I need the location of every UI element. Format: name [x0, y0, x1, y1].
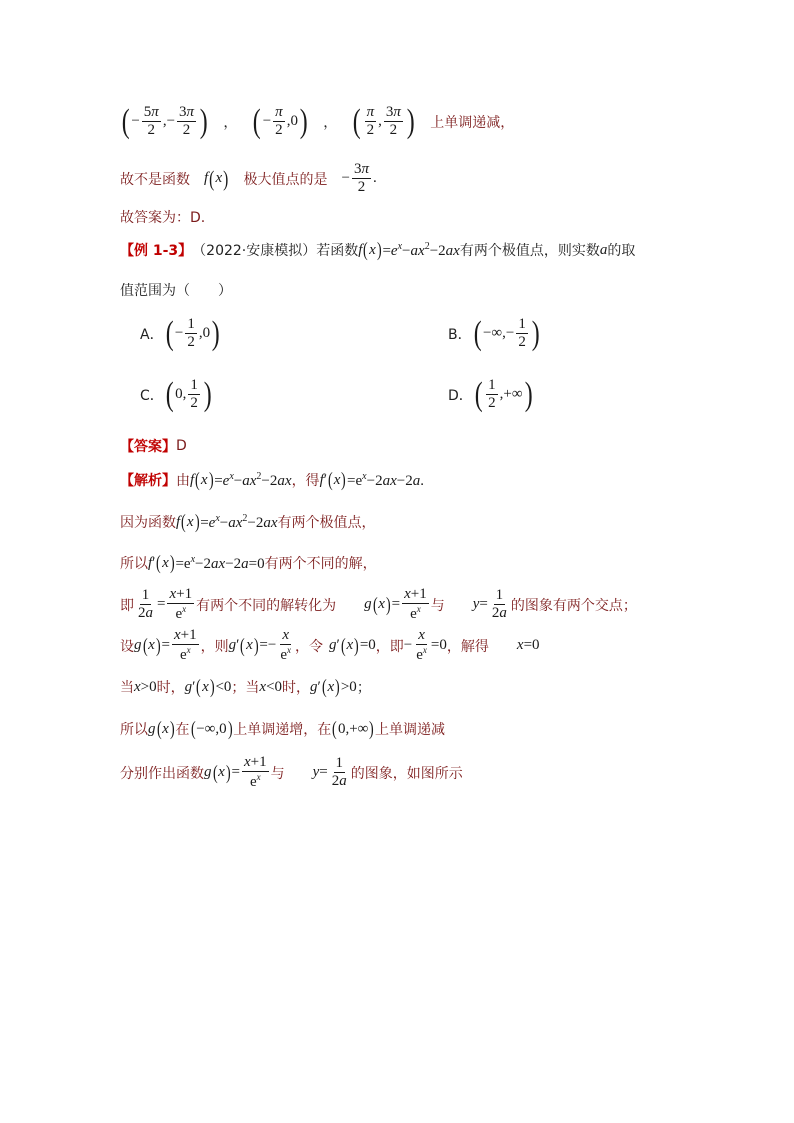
analysis-line-7: 所以 g ( x ) 在 ( −∞,0 ) 上单调递增，在 ( 0,+∞ ) 上单调递减 — [120, 718, 446, 740]
analysis-line-8: 分别作出函数 g ( x ) = $\frac{x+1}{e^x}$ 与 y = $\frac{1}{2a}$ 的图象，如图所示 — [120, 754, 463, 790]
analysis-line-4: 即 $\frac{1}{2a}$ = $\frac{x+1}{e^x}$ 有两个不同的解转化为 g ( x ) = $\frac{x+1}{e^x}$ 与 y = $\frac{1}{2a}$ 的图象有两个交点； — [120, 586, 637, 622]
intervals-line: ( − $\frac{5\pi}{2}$ ,− $\frac{3\pi}{2}$ ) ， ( − $\frac{\pi}{2}$ ,0 ) ， ( $\frac{\pi}{2}$ , $\frac{3\pi}{2}$ ) 上单调递减， — [121, 102, 515, 140]
example-question-cont: 值范围为（ ） — [120, 283, 232, 299]
conclusion-line: 故不是函数 f ( x ) 极大值点的是 − $\frac{3\pi}{2}$ . — [120, 161, 377, 195]
answer-line — [120, 436, 187, 456]
option-b[interactable]: B． ( −∞,− $\frac{1}{2}$ ) — [448, 314, 540, 352]
analysis-line-3: 所以 f ′ ( x ) $=e^x-2ax-2a=0$ 有两个不同的解， — [120, 552, 377, 574]
answer-tag: 【答案】 — [120, 439, 176, 455]
line2-a: 故不是函数 — [120, 171, 190, 188]
analysis-tag: 【解析】 — [120, 473, 176, 489]
example-tag: 【例 1-3】 — [120, 243, 193, 259]
option-d[interactable]: D． ( $\frac{1}{2}$ ,+∞ ) — [448, 375, 533, 413]
example-source: （2022·安康模拟） — [192, 243, 317, 259]
answer-statement: 故答案为：D. — [120, 210, 206, 226]
line2-b: 极大值点的是 — [243, 171, 328, 188]
analysis-line-1: 【解析】 由 f ( x ) $=e^x-ax^2-2ax$ ，得 f ′ ( x ) $=e^x-2ax-2a$. — [120, 469, 424, 491]
answer-value: D — [176, 438, 187, 454]
option-c[interactable]: C． ( 0, $\frac{1}{2}$ ) — [140, 375, 212, 413]
line1-text: 上单调递减， — [430, 114, 515, 131]
analysis-line-2: 因为函数 f ( x ) $=e^x-ax^2-2ax$ 有两个极值点， — [120, 511, 376, 533]
analysis-line-6: 当 x >0 时， g ′ ( x ) <0 ；当 x <0 时， g ′ ( x ) >0 ； — [120, 676, 371, 698]
example-question: 【例 1-3】 （2022·安康模拟） 若函数 f ( x ) $=e^x-ax^2-2ax$ 有两个极值点，则实数 a 的取 — [120, 239, 636, 261]
option-a[interactable]: A． ( − $\frac{1}{2}$ ,0 ) — [140, 314, 220, 352]
analysis-line-5: 设 g ( x ) = $\frac{x+1}{e^x}$ ，则 g ′ ( x ) =− $\frac{x}{e^x}$ ，令 g ′ ( x ) =0 ，即 − $\frac{x}{e^x}$ =0 ，解得 x =0 — [120, 627, 540, 663]
